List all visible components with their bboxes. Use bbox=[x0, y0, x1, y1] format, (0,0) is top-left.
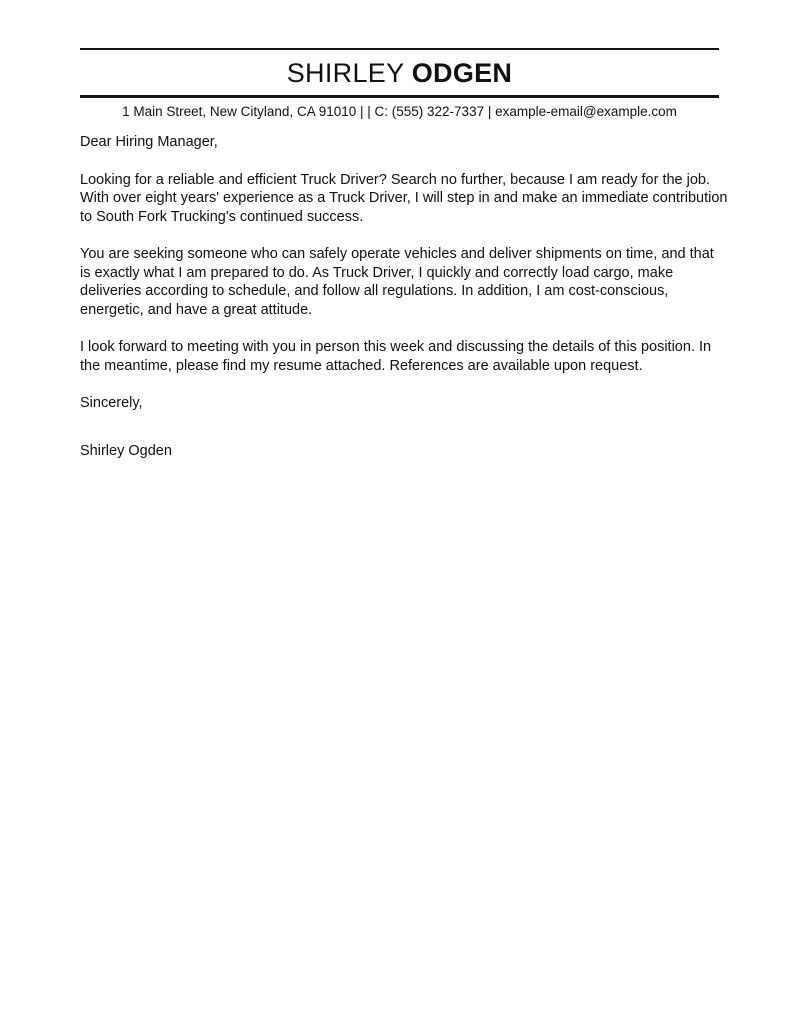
paragraph-line: I look forward to meeting with you in person this week and discussing the details of this position. In bbox=[80, 339, 712, 355]
applicant-last-name: ODGEN bbox=[411, 58, 513, 88]
paragraph-line: to South Fork Trucking's continued success. bbox=[80, 208, 364, 225]
paragraph-qualifications bbox=[80, 245, 730, 319]
paragraph-line: energetic, and have a great attitude. bbox=[80, 301, 313, 318]
applicant-name bbox=[80, 56, 719, 90]
signature-name: Shirley Ogden bbox=[80, 442, 172, 459]
paragraph-line: the meantime, please find my resume attached. References are available upon request. bbox=[80, 357, 643, 374]
applicant-first-name: SHIRLEY bbox=[286, 58, 404, 88]
paragraph-line: is exactly what I am prepared to do. As Truck Driver, I quickly and correctly load cargo, make bbox=[80, 264, 674, 281]
paragraph-line: Looking for a reliable and efficient Truck Driver? Search no further, because I am ready for the job. bbox=[80, 171, 711, 188]
paragraph-line: deliveries according to schedule, and follow all regulations. In addition, I am cost-conscious, bbox=[80, 283, 669, 299]
paragraph-line: With over eight years' experience as a Truck Driver, I will step in and make an immediate contribution bbox=[80, 190, 728, 206]
contact-info: 1 Main Street, New Cityland, CA 91010 | | C: (555) 322-7337 | example-email@example.com bbox=[122, 104, 677, 119]
header-top-rule bbox=[80, 48, 719, 50]
paragraph-line: You are seeking someone who can safely operate vehicles and deliver shipments on time, and that bbox=[80, 246, 714, 262]
closing: Sincerely, bbox=[80, 395, 143, 411]
letter-body bbox=[80, 133, 730, 479]
paragraph-intro bbox=[80, 171, 730, 227]
paragraph-closing bbox=[80, 338, 730, 375]
salutation: Dear Hiring Manager, bbox=[80, 134, 218, 150]
header-bottom-rule bbox=[80, 95, 719, 98]
